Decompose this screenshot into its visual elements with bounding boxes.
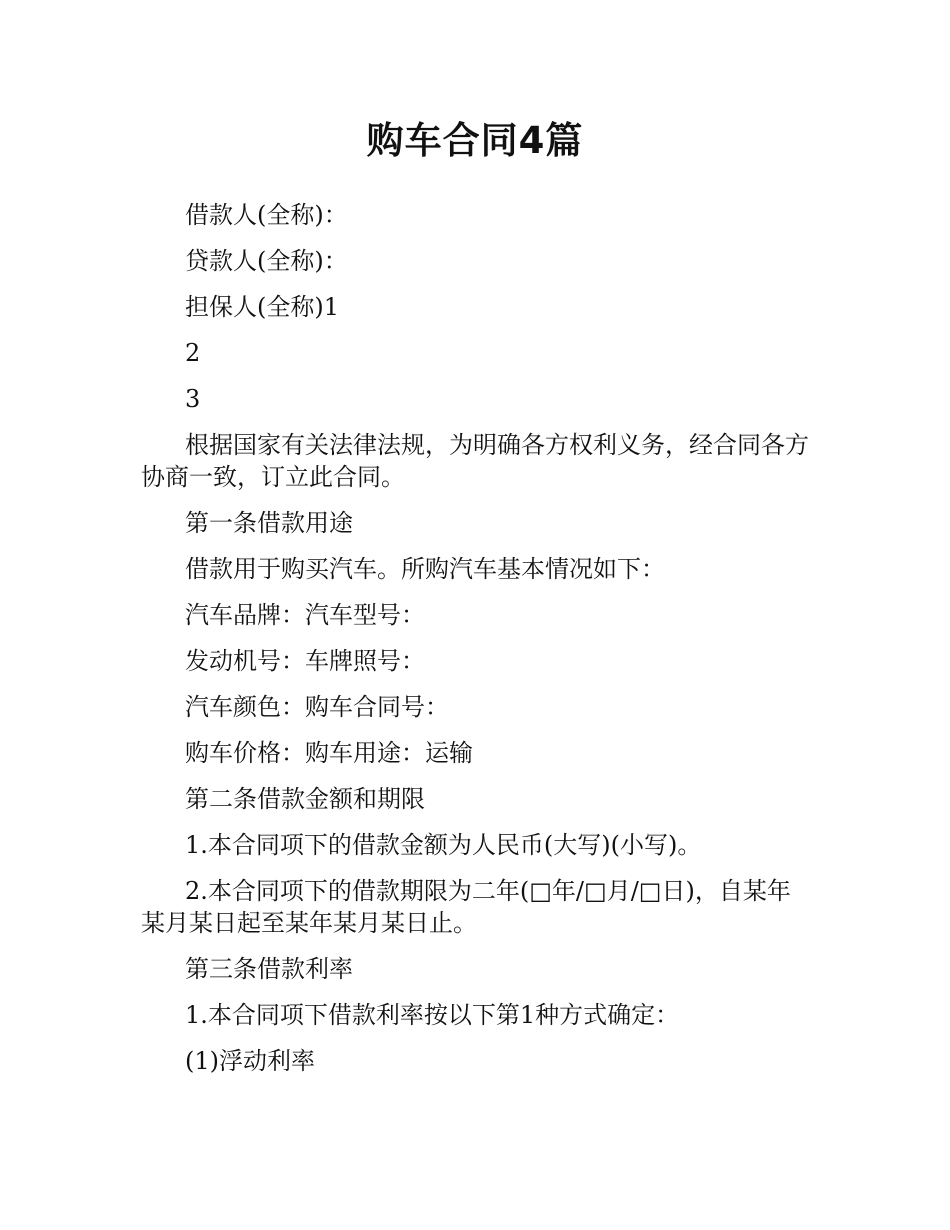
paragraph-loan-term: 2.本合同项下的借款期限为二年(□年/□月/□日)，自某年某月某日起至某年某月某日止。 [141, 877, 791, 937]
field-engine-plate: 发动机号：车牌照号： [185, 647, 425, 675]
field-car-brand-model: 汽车品牌：汽车型号： [185, 601, 425, 629]
paragraph-interest-method: 1.本合同项下借款利率按以下第1种方式确定： [185, 1001, 680, 1029]
paragraph-loan-purpose: 借款用于购买汽车。所购汽车基本情况如下： [185, 555, 665, 583]
paragraph-preamble: 根据国家有关法律法规，为明确各方权利义务，经合同各方协商一致，订立此合同。 [141, 431, 809, 491]
paragraph-loan-amount: 1.本合同项下的借款金额为人民币(大写)(小写)。 [185, 831, 702, 859]
field-color-contract-no: 汽车颜色：购车合同号： [185, 693, 449, 721]
paragraph-guarantor-3: 3 [185, 385, 201, 413]
paragraph-borrower: 借款人(全称)： [185, 201, 348, 229]
document-title: 购车合同4篇 [366, 119, 584, 162]
paragraph-floating-rate: (1)浮动利率 [185, 1047, 315, 1075]
article-2-heading: 第二条借款金额和期限 [185, 785, 425, 813]
field-price-use: 购车价格：购车用途：运输 [185, 739, 473, 767]
article-1-heading: 第一条借款用途 [185, 509, 353, 537]
paragraph-guarantor-2: 2 [185, 339, 201, 367]
document-body [141, 199, 811, 1091]
paragraph-guarantor: 担保人(全称)1 [185, 293, 339, 321]
article-3-heading: 第三条借款利率 [185, 955, 353, 983]
paragraph-lender: 贷款人(全称)： [185, 247, 348, 275]
